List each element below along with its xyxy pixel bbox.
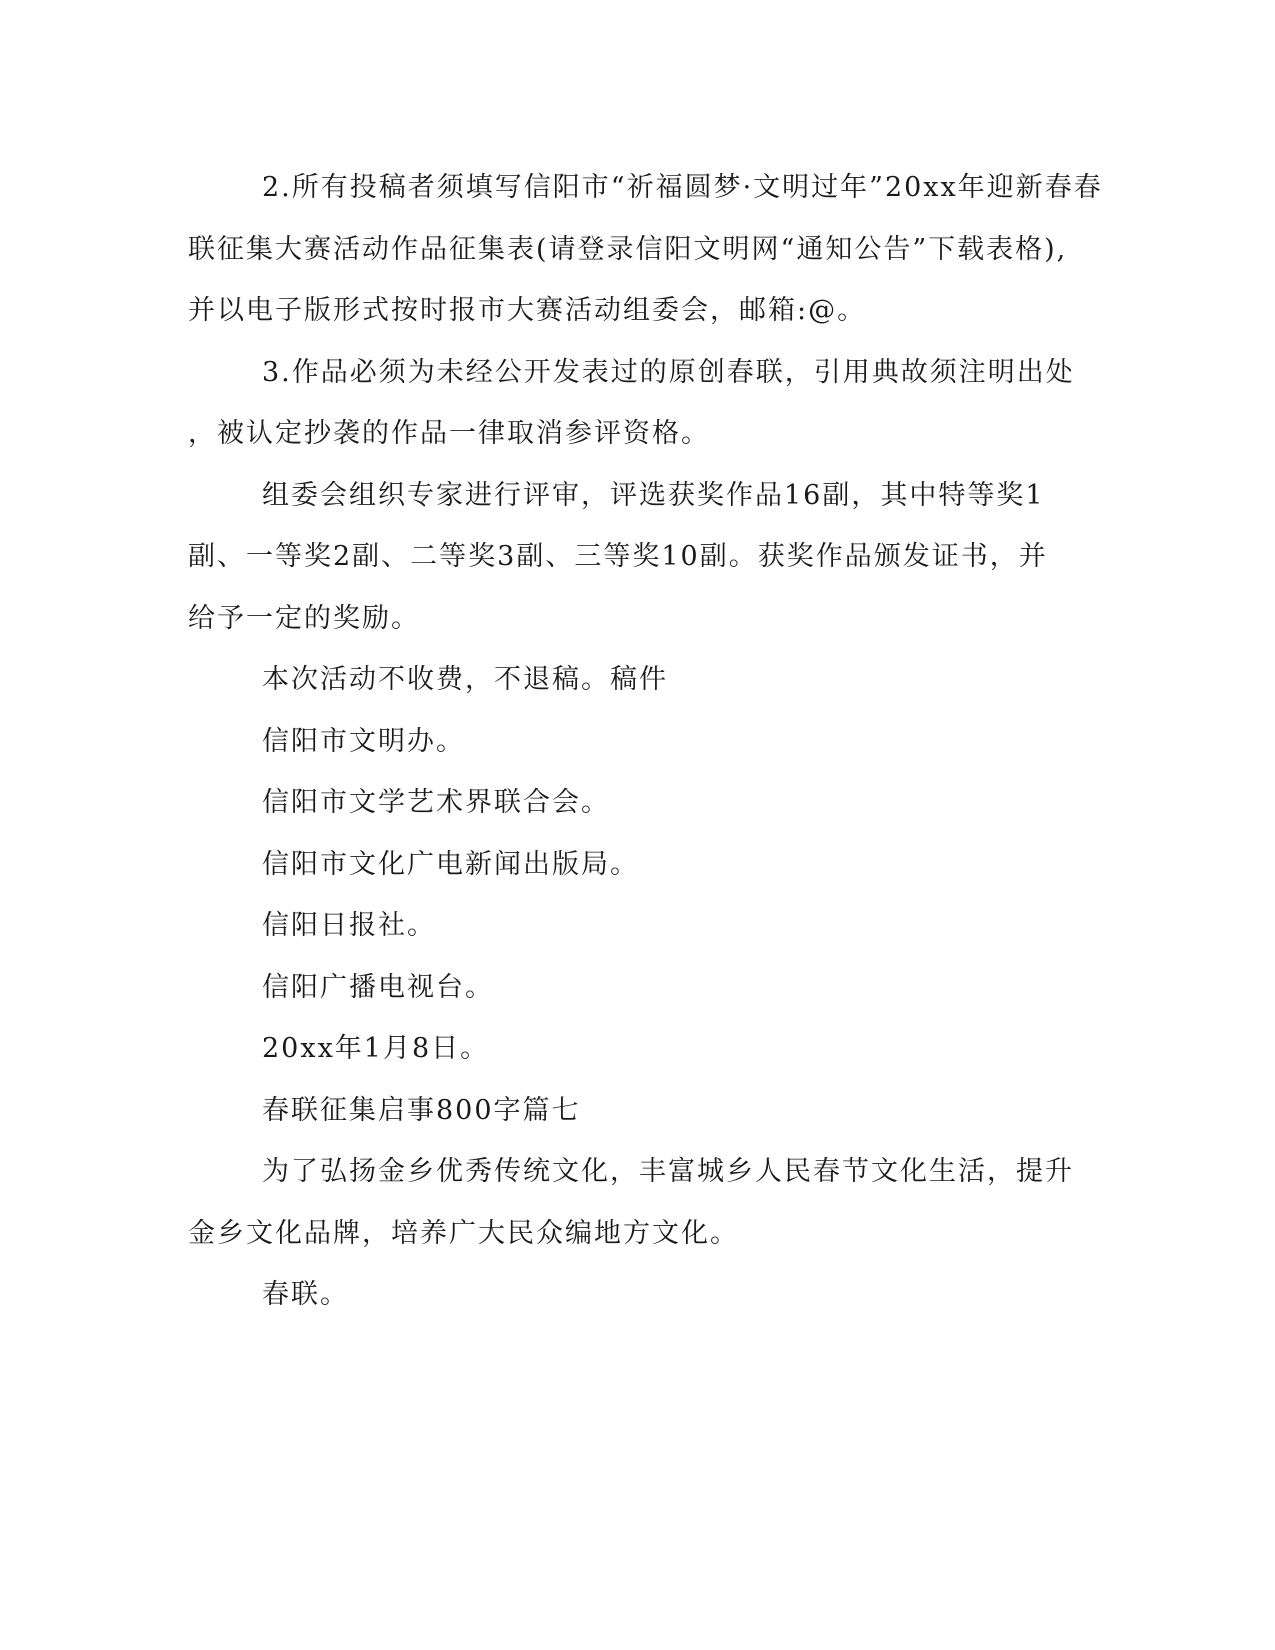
text-line: 金乡文化品牌，培养广大民众编地方文化。	[188, 1217, 739, 1249]
text-line: 联征集大赛活动作品征集表(请登录信阳文明网“通知公告”下载表格),	[188, 233, 1068, 265]
document-date	[188, 1018, 1088, 1080]
paragraph-couplets	[188, 1264, 1088, 1326]
text-line: 本次活动不收费，不退稿。稿件	[262, 664, 668, 695]
text-line: 组委会组织专家进行评审，评选获奖作品16副，其中特等奖1	[262, 479, 1045, 511]
organizer-civilization-office	[188, 711, 1088, 773]
text-line: 2.所有投稿者须填写信阳市“祈福圆梦·文明过年”20xx年迎新春春	[262, 172, 1103, 203]
text-line: 副、一等奖2副、二等奖3副、三等奖10副。获奖作品颁发证书，并	[188, 541, 1048, 572]
organizer-daily-newspaper	[188, 895, 1088, 957]
text-line: 信阳市文学艺术界联合会。	[262, 787, 610, 818]
text-line: 信阳市文化广电新闻出版局。	[262, 848, 639, 880]
document-body	[188, 157, 1103, 1326]
text-line: 3.作品必须为未经公开发表过的原创春联，引用典故须注明出处	[262, 356, 1075, 388]
organizer-arts-federation	[188, 772, 1088, 834]
text-line: 春联。	[262, 1279, 349, 1310]
text-line: 信阳日报社。	[262, 910, 436, 941]
paragraph-no-fee	[188, 649, 1088, 711]
paragraph-awards	[188, 465, 1088, 650]
organizer-broadcast-station	[188, 957, 1088, 1019]
text-line: 信阳广播电视台。	[262, 971, 494, 1003]
text-line: 信阳市文明办。	[262, 725, 465, 757]
paragraph-originality-rule	[188, 342, 1088, 465]
text-line: 并以电子版形式按时报市大赛活动组委会，邮箱:@。	[188, 295, 867, 326]
text-line: 20xx年1月8日。	[262, 1033, 490, 1064]
section-heading	[188, 1080, 1088, 1142]
text-line: 给予一定的奖励。	[188, 602, 420, 634]
text-line: 为了弘扬金乡优秀传统文化，丰富城乡人民春节文化生活，提升	[262, 1156, 1074, 1187]
organizer-culture-bureau	[188, 834, 1088, 896]
paragraph-purpose	[188, 1141, 1088, 1264]
paragraph-submission-form	[188, 157, 1103, 342]
text-line: ，被认定抄袭的作品一律取消参评资格。	[188, 418, 710, 449]
text-line: 春联征集启事800字篇七	[262, 1094, 581, 1126]
